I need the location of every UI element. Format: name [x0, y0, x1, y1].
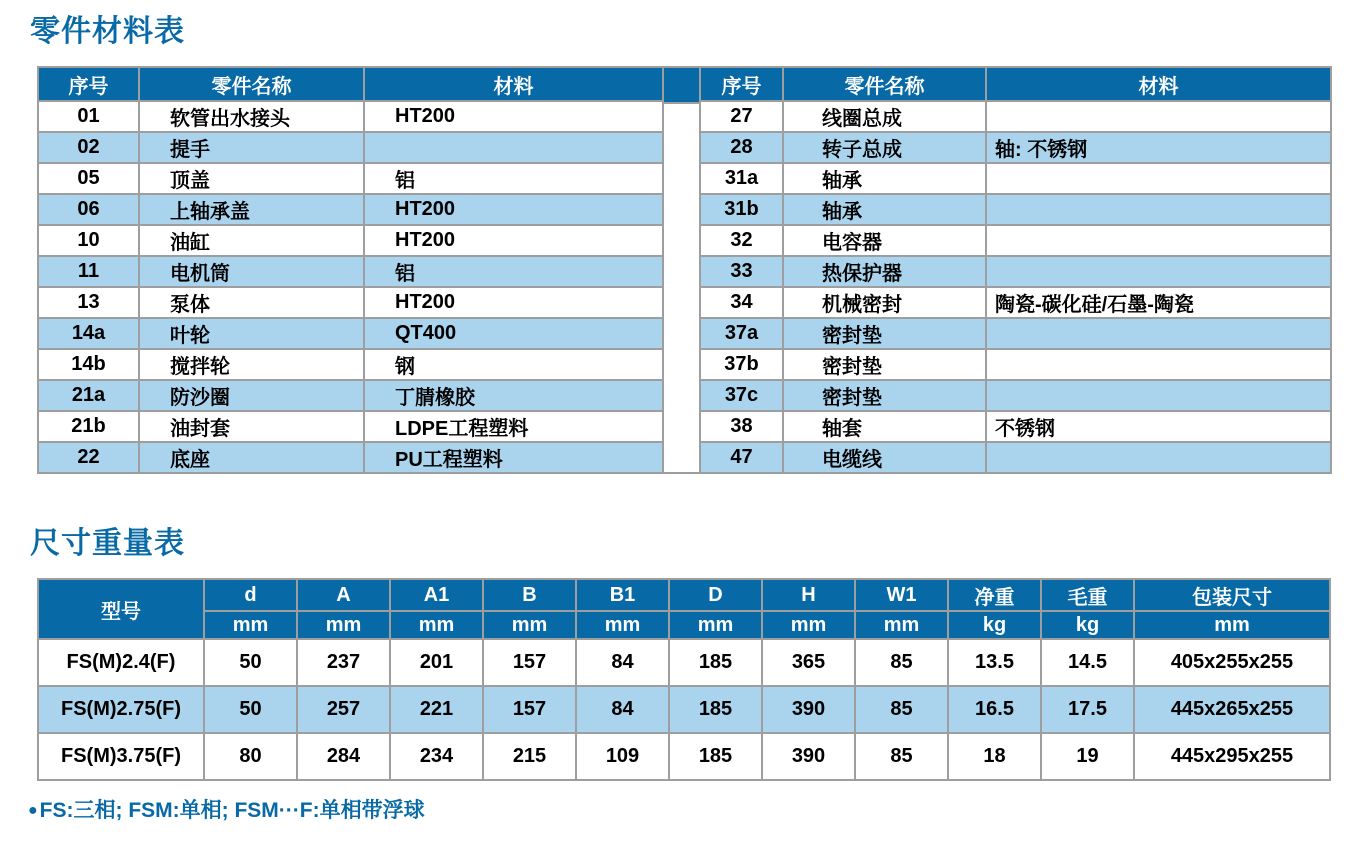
parts-left-header-row: [38, 67, 663, 101]
parts-table-right: [699, 66, 1332, 474]
parts-row: [38, 442, 663, 473]
part-material-cell: QT400: [364, 318, 663, 349]
part-name-cell: 线圈总成: [783, 101, 986, 132]
unit-gross-weight: kg: [1041, 611, 1134, 639]
unit-d: mm: [204, 611, 297, 639]
dim-value-cell: 16.5: [948, 686, 1041, 733]
dim-value-cell: 284: [297, 733, 390, 780]
part-index-cell: 22: [38, 442, 139, 473]
dim-value-cell: 80: [204, 733, 297, 780]
part-name-cell: 电机筒: [139, 256, 364, 287]
header-part-name: 零件名称: [783, 67, 986, 101]
header-b: B: [483, 579, 576, 611]
part-index-cell: 02: [38, 132, 139, 163]
dim-value-cell: 221: [390, 686, 483, 733]
dim-value-cell: 185: [669, 639, 762, 686]
dimensions-table: [37, 578, 1331, 781]
part-material-cell: 钢: [364, 349, 663, 380]
part-name-cell: 油封套: [139, 411, 364, 442]
part-material-cell: [986, 442, 1331, 473]
part-material-cell: [364, 132, 663, 163]
header-index: 序号: [38, 67, 139, 101]
package-size-cell: 445x265x255: [1134, 686, 1330, 733]
dim-value-cell: 50: [204, 686, 297, 733]
part-name-cell: 密封垫: [783, 318, 986, 349]
parts-row: [700, 287, 1331, 318]
dims-row: [38, 686, 1330, 733]
part-material-cell: HT200: [364, 287, 663, 318]
part-material-cell: [986, 380, 1331, 411]
part-material-cell: [986, 225, 1331, 256]
part-material-cell: 陶瓷-碳化硅/石墨-陶瓷: [986, 287, 1331, 318]
parts-row: [38, 163, 663, 194]
dim-value-cell: 14.5: [1041, 639, 1134, 686]
parts-row: [38, 194, 663, 225]
dim-value-cell: 215: [483, 733, 576, 780]
part-name-cell: 电容器: [783, 225, 986, 256]
header-material: 材料: [364, 67, 663, 101]
parts-row: [38, 318, 663, 349]
part-name-cell: 顶盖: [139, 163, 364, 194]
dim-value-cell: 13.5: [948, 639, 1041, 686]
header-cap-d: D: [669, 579, 762, 611]
unit-b1: mm: [576, 611, 669, 639]
parts-row: [38, 132, 663, 163]
part-material-cell: 不锈钢: [986, 411, 1331, 442]
part-name-cell: 轴承: [783, 194, 986, 225]
header-a: A: [297, 579, 390, 611]
parts-tables-container: [37, 66, 1363, 474]
part-name-cell: 软管出水接头: [139, 101, 364, 132]
parts-row: [700, 163, 1331, 194]
part-index-cell: 31b: [700, 194, 783, 225]
part-index-cell: 37c: [700, 380, 783, 411]
part-material-cell: HT200: [364, 101, 663, 132]
header-h: H: [762, 579, 855, 611]
spacer-header-cell: [664, 66, 699, 104]
part-name-cell: 轴套: [783, 411, 986, 442]
part-index-cell: 27: [700, 101, 783, 132]
parts-row: [38, 256, 663, 287]
parts-row: [700, 225, 1331, 256]
part-name-cell: 油缸: [139, 225, 364, 256]
part-material-cell: HT200: [364, 225, 663, 256]
part-index-cell: 11: [38, 256, 139, 287]
part-name-cell: 热保护器: [783, 256, 986, 287]
part-name-cell: 电缆线: [783, 442, 986, 473]
parts-row: [38, 225, 663, 256]
dims-row: [38, 733, 1330, 780]
part-index-cell: 38: [700, 411, 783, 442]
part-index-cell: 06: [38, 194, 139, 225]
dim-value-cell: 201: [390, 639, 483, 686]
dim-value-cell: 18: [948, 733, 1041, 780]
part-material-cell: 铝: [364, 163, 663, 194]
footnote-text: FS:三相; FSM:单相; FSM···F:单相带浮球: [39, 799, 425, 822]
parts-row: [38, 349, 663, 380]
parts-row: [700, 442, 1331, 473]
header-d: d: [204, 579, 297, 611]
spacer-body: [664, 104, 699, 474]
part-name-cell: 叶轮: [139, 318, 364, 349]
tables-spacer-column: [664, 66, 699, 474]
bullet-icon: ●: [28, 802, 38, 819]
part-material-cell: [986, 318, 1331, 349]
dim-value-cell: 390: [762, 686, 855, 733]
part-index-cell: 13: [38, 287, 139, 318]
parts-row: [38, 380, 663, 411]
header-model: 型号: [38, 579, 204, 639]
header-a1: A1: [390, 579, 483, 611]
part-material-cell: 铝: [364, 256, 663, 287]
part-material-cell: [986, 163, 1331, 194]
dim-value-cell: 17.5: [1041, 686, 1134, 733]
parts-row: [700, 380, 1331, 411]
parts-right-header-row: [700, 67, 1331, 101]
parts-row: [700, 318, 1331, 349]
header-material: 材料: [986, 67, 1331, 101]
dim-value-cell: 157: [483, 639, 576, 686]
part-index-cell: 32: [700, 225, 783, 256]
dim-value-cell: 19: [1041, 733, 1134, 780]
parts-row: [700, 349, 1331, 380]
dims-row: [38, 639, 1330, 686]
dimensions-table-title: 尺寸重量表: [30, 527, 185, 560]
header-index: 序号: [700, 67, 783, 101]
parts-row: [700, 411, 1331, 442]
part-index-cell: 37a: [700, 318, 783, 349]
unit-cap-d: mm: [669, 611, 762, 639]
parts-row: [38, 287, 663, 318]
dims-header-labels-row: [38, 579, 1330, 611]
header-b1: B1: [576, 579, 669, 611]
part-name-cell: 轴承: [783, 163, 986, 194]
part-index-cell: 05: [38, 163, 139, 194]
dims-header-units-row: [38, 611, 1330, 639]
model-cell: FS(M)2.4(F): [38, 639, 204, 686]
unit-net-weight: kg: [948, 611, 1041, 639]
part-material-cell: [986, 194, 1331, 225]
unit-b: mm: [483, 611, 576, 639]
part-index-cell: 37b: [700, 349, 783, 380]
part-name-cell: 上轴承盖: [139, 194, 364, 225]
unit-w1: mm: [855, 611, 948, 639]
part-material-cell: PU工程塑料: [364, 442, 663, 473]
part-index-cell: 31a: [700, 163, 783, 194]
part-material-cell: 丁腈橡胶: [364, 380, 663, 411]
part-name-cell: 搅拌轮: [139, 349, 364, 380]
parts-row: [38, 411, 663, 442]
part-index-cell: 21b: [38, 411, 139, 442]
parts-row: [700, 101, 1331, 132]
dim-value-cell: 365: [762, 639, 855, 686]
dim-value-cell: 185: [669, 686, 762, 733]
part-material-cell: LDPE工程塑料: [364, 411, 663, 442]
dim-value-cell: 257: [297, 686, 390, 733]
dim-value-cell: 185: [669, 733, 762, 780]
dim-value-cell: 157: [483, 686, 576, 733]
part-name-cell: 提手: [139, 132, 364, 163]
dim-value-cell: 390: [762, 733, 855, 780]
part-material-cell: [986, 349, 1331, 380]
dim-value-cell: 85: [855, 733, 948, 780]
part-name-cell: 密封垫: [783, 380, 986, 411]
dim-value-cell: 84: [576, 639, 669, 686]
parts-row: [700, 132, 1331, 163]
dim-value-cell: 85: [855, 686, 948, 733]
header-gross-weight: 毛重: [1041, 579, 1134, 611]
package-size-cell: 445x295x255: [1134, 733, 1330, 780]
models-footnote: [28, 794, 1363, 824]
part-material-cell: HT200: [364, 194, 663, 225]
header-package-size: 包装尺寸: [1134, 579, 1330, 611]
parts-row: [700, 194, 1331, 225]
part-index-cell: 21a: [38, 380, 139, 411]
part-name-cell: 转子总成: [783, 132, 986, 163]
part-material-cell: [986, 256, 1331, 287]
dim-value-cell: 85: [855, 639, 948, 686]
package-size-cell: 405x255x255: [1134, 639, 1330, 686]
part-index-cell: 47: [700, 442, 783, 473]
part-name-cell: 防沙圈: [139, 380, 364, 411]
part-name-cell: 密封垫: [783, 349, 986, 380]
part-material-cell: [986, 101, 1331, 132]
unit-a: mm: [297, 611, 390, 639]
dim-value-cell: 234: [390, 733, 483, 780]
part-material-cell: 轴: 不锈钢: [986, 132, 1331, 163]
parts-row: [700, 256, 1331, 287]
unit-h: mm: [762, 611, 855, 639]
part-index-cell: 01: [38, 101, 139, 132]
parts-row: [38, 101, 663, 132]
part-name-cell: 底座: [139, 442, 364, 473]
part-index-cell: 33: [700, 256, 783, 287]
header-w1: W1: [855, 579, 948, 611]
part-name-cell: 机械密封: [783, 287, 986, 318]
parts-table-title: 零件材料表: [30, 15, 185, 48]
part-index-cell: 34: [700, 287, 783, 318]
part-index-cell: 28: [700, 132, 783, 163]
dim-value-cell: 50: [204, 639, 297, 686]
model-cell: FS(M)3.75(F): [38, 733, 204, 780]
dim-value-cell: 84: [576, 686, 669, 733]
unit-a1: mm: [390, 611, 483, 639]
header-net-weight: 净重: [948, 579, 1041, 611]
part-index-cell: 14b: [38, 349, 139, 380]
dim-value-cell: 237: [297, 639, 390, 686]
header-part-name: 零件名称: [139, 67, 364, 101]
model-cell: FS(M)2.75(F): [38, 686, 204, 733]
part-name-cell: 泵体: [139, 287, 364, 318]
unit-package-size: mm: [1134, 611, 1330, 639]
part-index-cell: 14a: [38, 318, 139, 349]
dim-value-cell: 109: [576, 733, 669, 780]
parts-table-left: [37, 66, 664, 474]
part-index-cell: 10: [38, 225, 139, 256]
